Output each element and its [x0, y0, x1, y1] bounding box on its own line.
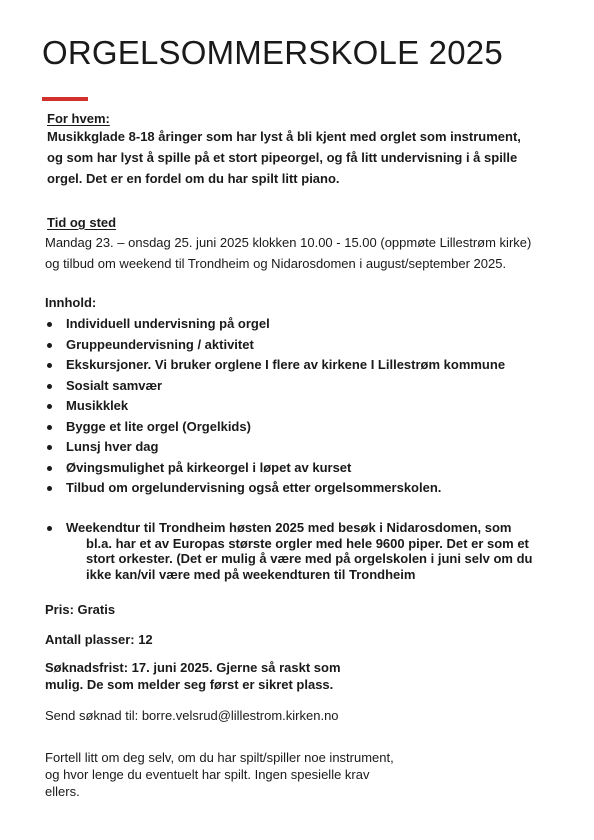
list-item: Øvingsmulighet på kirkeorgel i løpet av kurset — [45, 458, 505, 479]
page-title: ORGELSOMMERSKOLE 2025 — [42, 34, 503, 71]
list-item: Musikklek — [45, 396, 505, 417]
weekend-line: bl.a. har et av Europas største orgler med hele 9600 piper. Det er som et — [86, 535, 529, 551]
places-text: Antall plasser: 12 — [45, 632, 153, 647]
deadline-line: mulig. De som melder seg først er sikret plass. — [45, 677, 334, 692]
tid-og-sted-line: Mandag 23. – onsdag 25. juni 2025 klokken 10.00 - 15.00 (oppmøte Lillestrøm kirke) — [45, 235, 532, 250]
list-item: Lunsj hver dag — [45, 437, 505, 458]
tid-og-sted-line: og tilbud om weekend til Trondheim og Nidarosdomen i august/september 2025. — [45, 256, 507, 271]
bullet-icon — [47, 425, 52, 430]
tid-og-sted-text — [45, 232, 531, 274]
for-hvem-text — [47, 126, 521, 189]
bullet-icon — [47, 486, 52, 491]
for-hvem-line: og som har lyst å spille på et stort pipeorgel, og få litt undervisning i å spille — [47, 150, 518, 165]
weekend-list-item — [45, 520, 532, 582]
list-item: Sosialt samvær — [45, 376, 505, 397]
about-line: ellers. — [45, 784, 80, 799]
bullet-icon — [47, 363, 52, 368]
bullet-icon — [47, 466, 52, 471]
price-text: Pris: Gratis — [45, 602, 116, 617]
deadline-text — [45, 659, 341, 693]
list-item: Ekskursjoner. Vi bruker orglene I flere av kirkene I Lillestrøm kommune — [45, 355, 505, 376]
about-yourself-text — [45, 749, 394, 800]
weekend-line: ikke kan/vil være med på weekendturen til Trondheim — [86, 566, 416, 582]
weekend-line: stort orkester. (Det er mulig å være med på orgelskolen i juni selv om du — [86, 551, 533, 566]
section-heading-innhold: Innhold: — [45, 295, 97, 310]
list-item: Bygge et lite orgel (Orgelkids) — [45, 417, 505, 438]
section-heading-tid-og-sted: Tid og sted — [47, 215, 117, 230]
list-item: Gruppeundervisning / aktivitet — [45, 335, 505, 356]
for-hvem-line: Musikkglade 8-18 åringer som har lyst å bli kjent med orglet som instrument, — [47, 129, 521, 144]
innhold-list — [45, 314, 505, 499]
about-line: Fortell litt om deg selv, om du har spilt/spiller noe instrument, — [45, 750, 394, 765]
list-item: Tilbud om orgelundervisning også etter orgelsommerskolen. — [45, 478, 505, 499]
send-application-text: Send søknad til: borre.velsrud@lillestrom.kirken.no — [45, 708, 339, 723]
section-heading-for-hvem: For hvem: — [47, 111, 110, 126]
bullet-icon — [47, 404, 52, 409]
bullet-icon — [47, 343, 52, 348]
title-accent-bar — [42, 97, 88, 101]
for-hvem-line: orgel. Det er en fordel om du har spilt litt piano. — [47, 171, 340, 186]
deadline-line: Søknadsfrist: 17. juni 2025. Gjerne så raskt som — [45, 660, 341, 675]
bullet-icon — [47, 322, 52, 327]
list-item: Individuell undervisning på orgel — [45, 314, 505, 335]
bullet-icon — [47, 526, 52, 531]
bullet-icon — [47, 384, 52, 389]
weekend-line: Weekendtur til Trondheim høsten 2025 med besøk i Nidarosdomen, som — [66, 520, 512, 535]
bullet-icon — [47, 445, 52, 450]
about-line: og hvor lenge du eventuelt har spilt. Ingen spesielle krav — [45, 767, 370, 782]
